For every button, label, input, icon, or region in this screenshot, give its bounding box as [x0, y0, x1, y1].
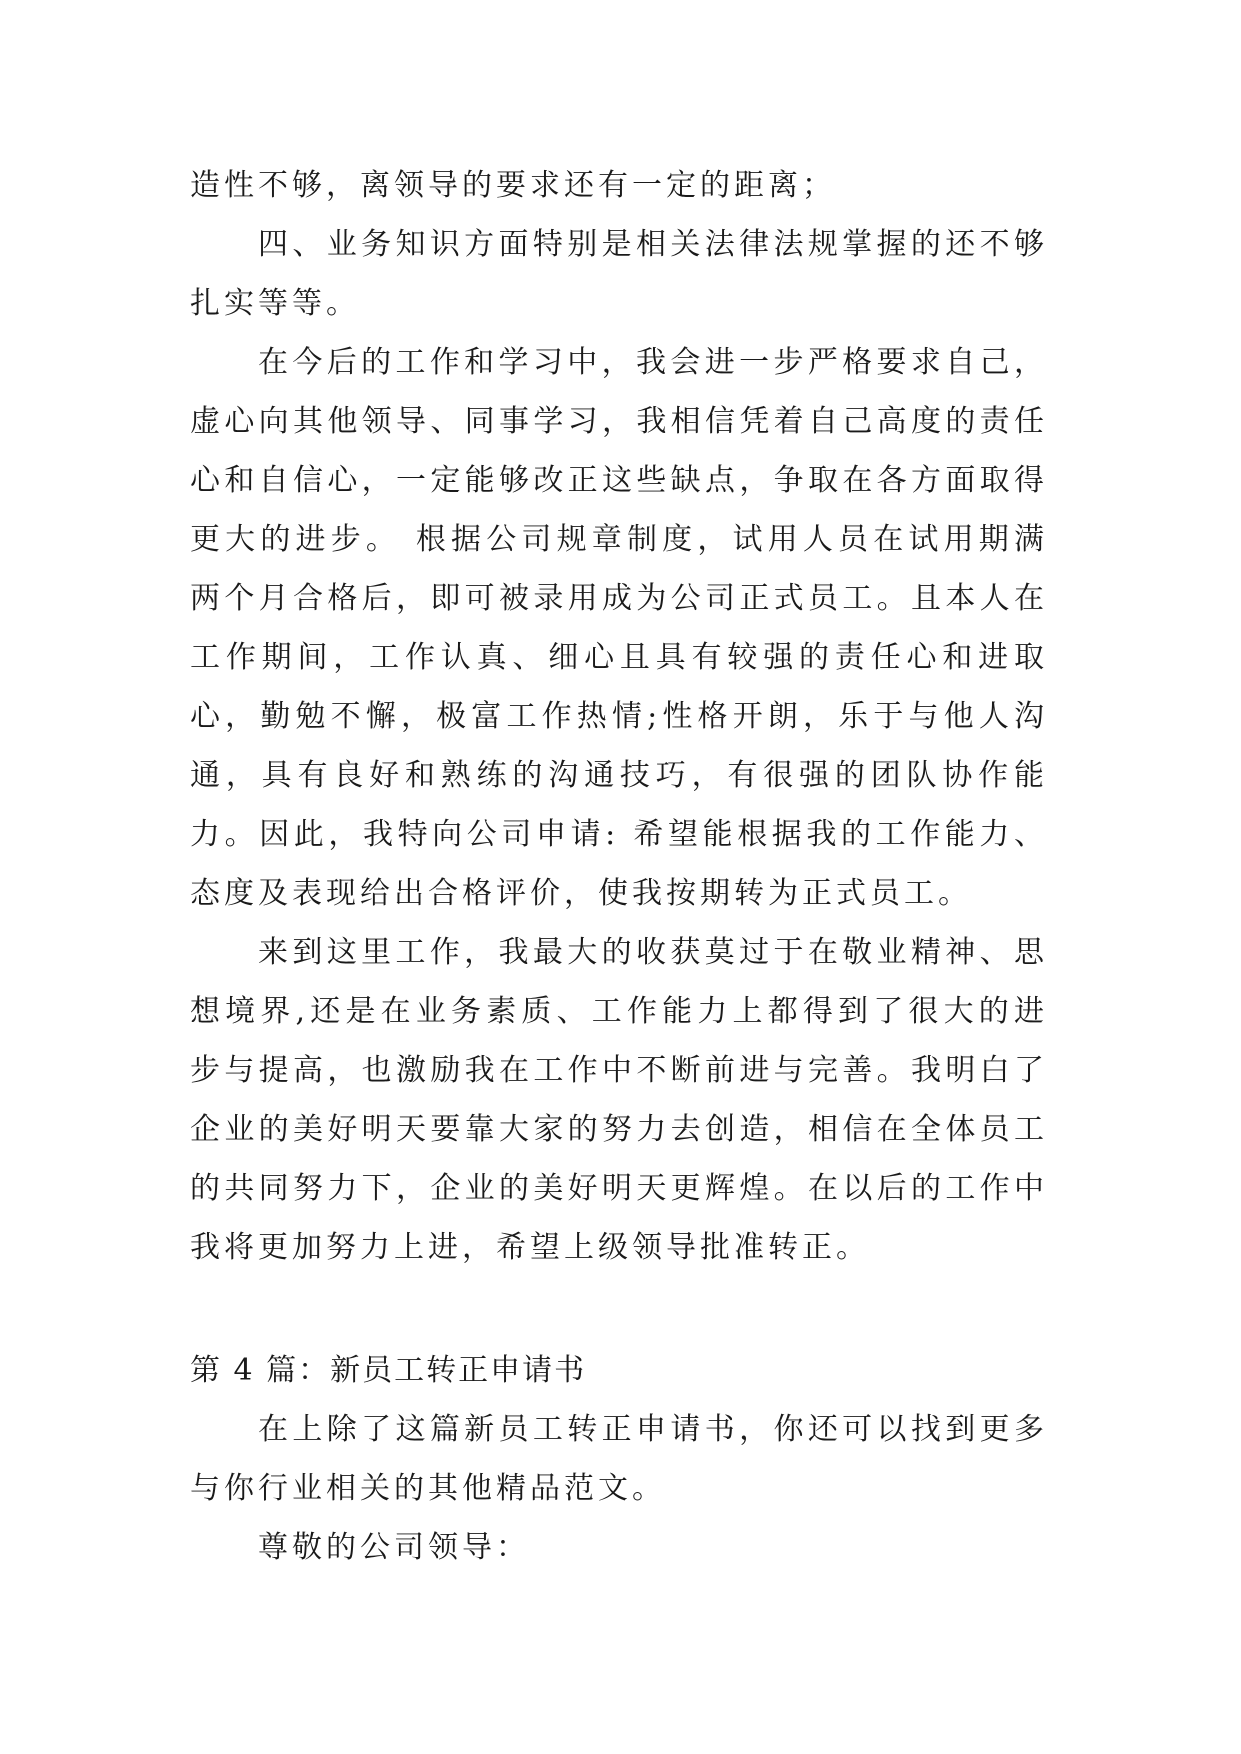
paragraph-intro: 在上除了这篇新员工转正申请书，你还可以找到更多与你行业相关的其他精品范文。	[190, 1412, 1048, 1506]
section-spacer	[190, 1277, 1048, 1341]
paragraph-gains: 来到这里工作，我最大的收获莫过于在敬业精神、思想境界,还是在业务素质、工作能力上都得到了很大的进步与提高，也激励我在工作中不断前进与完善。我明白了企业的美好明天要靠大家的努力去创造，相信在全体员工的共同努力下，企业的美好明天更辉煌。在以后的工作中我将更加努力上进，希望上级领导批准转正。	[190, 935, 1048, 1265]
document-body	[190, 156, 1048, 1577]
chapter-title: 第 4 篇：新员工转正申请书	[190, 1353, 587, 1388]
paragraph-salutation: 尊敬的公司领导：	[258, 1530, 530, 1565]
paragraph-continuation: 造性不够，离领导的要求还有一定的距离；	[190, 168, 836, 203]
paragraph-self-improvement: 在今后的工作和学习中，我会进一步严格要求自己，虚心向其他领导、同事学习，我相信凭着自己高度的责任心和自信心，一定能够改正这些缺点，争取在各方面取得更大的进步。 根据公司规章制度，试用人员在试用期满两个月合格后，即可被录用成为公司正式员工。且本人在工作期间，工作认真、细心且具有较强的责任心和进取心，勤勉不懈，极富工作热情;性格开朗，乐于与他人沟通，具有良好和熟练的沟通技巧，有很强的团队协作能力。因此，我特向公司申请: 希望能根据我的工作能力、态度及表现给出合格评价，使我按期转为正式员工。	[190, 345, 1048, 911]
paragraph-point-four: 四、业务知识方面特别是相关法律法规掌握的还不够扎实等等。	[190, 227, 1048, 321]
